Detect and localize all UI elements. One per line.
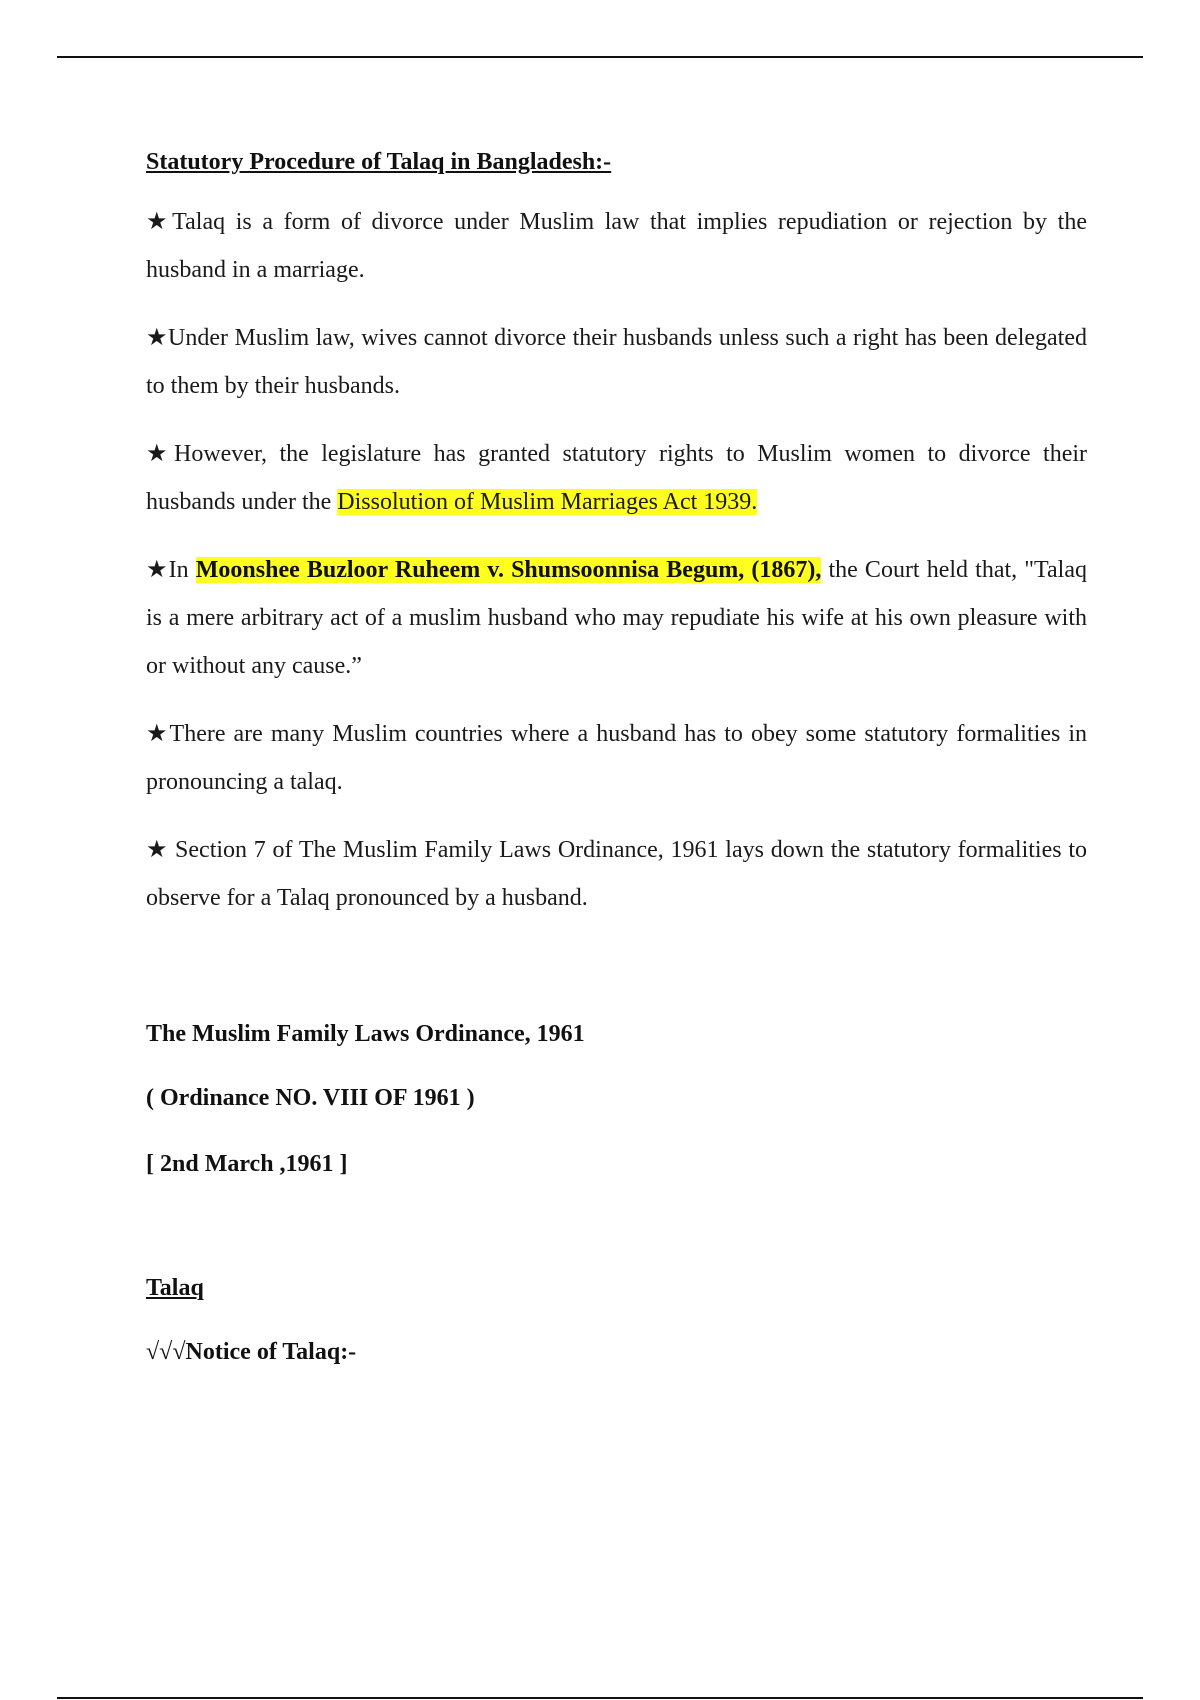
paragraph-text: Under Muslim law, wives cannot divorce their husbands unless such a right has been delegated to them by their husbands. — [146, 325, 1087, 399]
paragraph-talaq-definition — [146, 198, 1087, 294]
highlighted-case-name: Moonshee Buzloor Ruheem v. Shumsoonnisa Begum, (1867), — [195, 557, 822, 583]
notice-of-talaq-heading — [146, 1334, 1087, 1370]
star-icon: ★ — [146, 441, 174, 467]
paragraph-section-7 — [146, 826, 1087, 922]
section-heading: Statutory Procedure of Talaq in Bangladesh:- — [146, 149, 612, 175]
star-icon: ★ — [146, 557, 169, 583]
paragraph-text: Section 7 of The Muslim Family Laws Ordinance, 1961 lays down the statutory formalities to observe for a Talaq pronounced by a husband. — [146, 837, 1088, 911]
bottom-rule — [57, 1697, 1143, 1699]
paragraph-muslim-countries — [146, 710, 1087, 806]
paragraph-wives-divorce — [146, 314, 1087, 410]
document-body — [146, 140, 1087, 1370]
paragraph-text: There are many Muslim countries where a husband has to obey some statutory formalities in pronouncing a talaq. — [146, 721, 1087, 795]
highlighted-act-name: Dissolution of Muslim Marriages Act 1939. — [337, 489, 758, 515]
paragraph-statutory-rights — [146, 430, 1087, 526]
talaq-heading: Talaq — [146, 1275, 204, 1301]
paragraph-text: However, the legislature has granted statutory rights to Muslim women to divorce their husbands under the — [146, 441, 1088, 515]
paragraph-text: Talaq is a form of divorce under Muslim law that implies repudiation or rejection by the husband in a marriage. — [146, 209, 1088, 283]
ordinance-date: [ 2nd March ,1961 ] — [146, 1151, 348, 1177]
paragraph-text: the Court held that, "Talaq is a mere arbitrary act of a muslim husband who may repudiate his wife at his own pleasure with or without any cause.” — [146, 557, 1088, 679]
star-icon: ★ — [146, 721, 170, 747]
paragraph-case-law — [146, 546, 1087, 690]
ordinance-number: ( Ordinance NO. VIII OF 1961 ) — [146, 1085, 475, 1111]
ordinance-title: The Muslim Family Laws Ordinance, 1961 — [146, 1021, 585, 1047]
star-icon: ★ — [146, 837, 169, 863]
star-icon: ★ — [146, 325, 168, 351]
notice-heading-text: Notice of Talaq:- — [185, 1339, 357, 1365]
paragraph-text: In — [168, 557, 196, 583]
star-icon: ★ — [146, 209, 173, 235]
checkmarks-icon: √√√ — [146, 1339, 186, 1365]
top-rule — [57, 56, 1143, 58]
